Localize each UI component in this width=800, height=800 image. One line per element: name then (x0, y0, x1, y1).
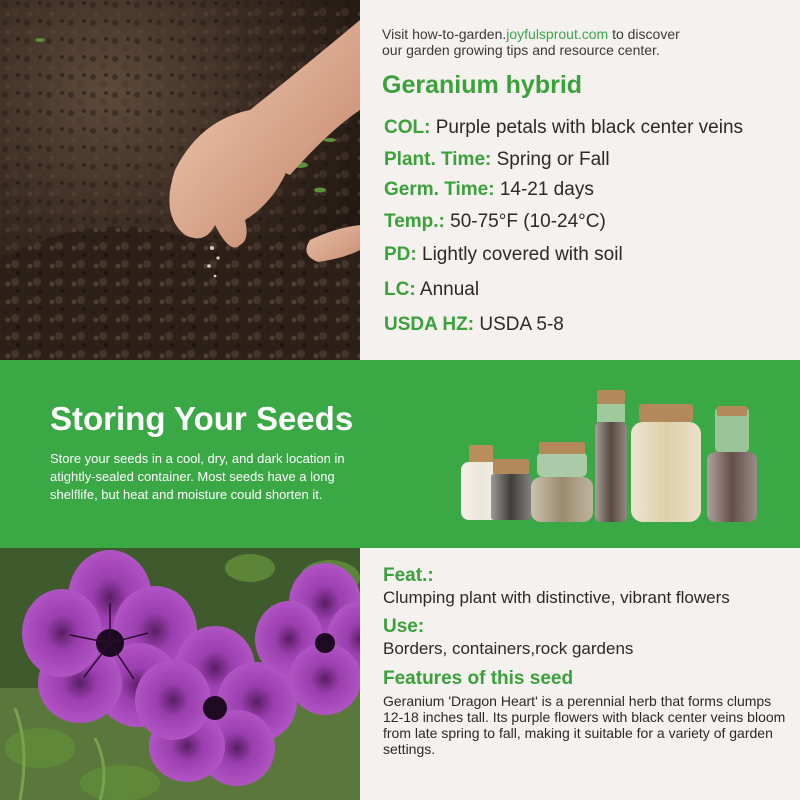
spec-life-cycle (384, 279, 479, 301)
features-panel (360, 548, 800, 800)
geranium-flower-illustration (0, 548, 360, 800)
spec-color (384, 117, 743, 139)
spec-value: 14-21 days (499, 179, 594, 200)
jar-dark-beans (707, 406, 757, 522)
spec-value: Purple petals with black center veins (435, 117, 744, 138)
spec-temperature (384, 211, 606, 233)
site-link[interactable]: joyfulsprout.com (506, 26, 609, 42)
spec-value: USDA 5-8 (479, 314, 564, 335)
soil-hands-illustration (0, 0, 360, 360)
geranium-flowers-photo (0, 548, 360, 800)
use-label: Use: (383, 616, 425, 637)
spec-usda-zone (384, 314, 564, 336)
visit-prefix: Visit how-to-garden. (382, 26, 507, 42)
feat-label: Feat.: (383, 565, 434, 586)
visit-line2: our garden growing tips and resource center. (382, 42, 660, 58)
spec-value: Lightly covered with soil (422, 244, 623, 265)
seed-features-text: Geranium 'Dragon Heart' is a perennial herb that forms clumps 12-18 inches tall. Its purple flowers with black center veins bloom from late spring to fall, making it suitable for a variety of garden settings. (383, 693, 786, 757)
spec-value: 50-75°F (10-24°C) (450, 211, 606, 232)
spec-key: Germ. Time: (384, 179, 495, 200)
spec-key: COL: (384, 117, 431, 138)
storing-title: Storing Your Seeds (50, 400, 354, 437)
spec-key: USDA HZ: (384, 314, 475, 335)
sowing-seeds-photo (0, 0, 360, 360)
spec-key: PD: (384, 244, 417, 265)
product-info-panel (360, 0, 800, 360)
spec-value: Annual (419, 279, 480, 300)
jar-grain (531, 442, 593, 522)
spec-key: Plant. Time: (384, 149, 492, 170)
spec-planting-depth (384, 244, 623, 266)
spec-planting-time (384, 149, 610, 171)
seed-features-label: Features of this seed (383, 668, 574, 689)
jar-black-seeds (491, 459, 531, 520)
storing-text: Store your seeds in a cool, dry, and dark location in atightly-sealed container. Most seeds have a long shelflife, but heat and moisture could shorten it. (50, 451, 345, 502)
storing-seeds-banner (0, 360, 800, 548)
product-title: Geranium hybrid (382, 71, 583, 99)
spec-germination-time (384, 179, 594, 201)
visit-suffix: to discover (608, 26, 680, 42)
spec-key: LC: (384, 279, 416, 300)
spec-key: Temp.: (384, 211, 445, 232)
jar-pumpkin-seeds (631, 404, 701, 522)
spec-value: Spring or Fall (496, 149, 610, 170)
use-text: Borders, containers,rock gardens (383, 639, 634, 658)
feat-text: Clumping plant with distinctive, vibrant flowers (383, 588, 730, 607)
seed-jars-illustration (455, 382, 765, 532)
jar-tall-dark (595, 390, 627, 522)
visit-notice (382, 26, 800, 58)
